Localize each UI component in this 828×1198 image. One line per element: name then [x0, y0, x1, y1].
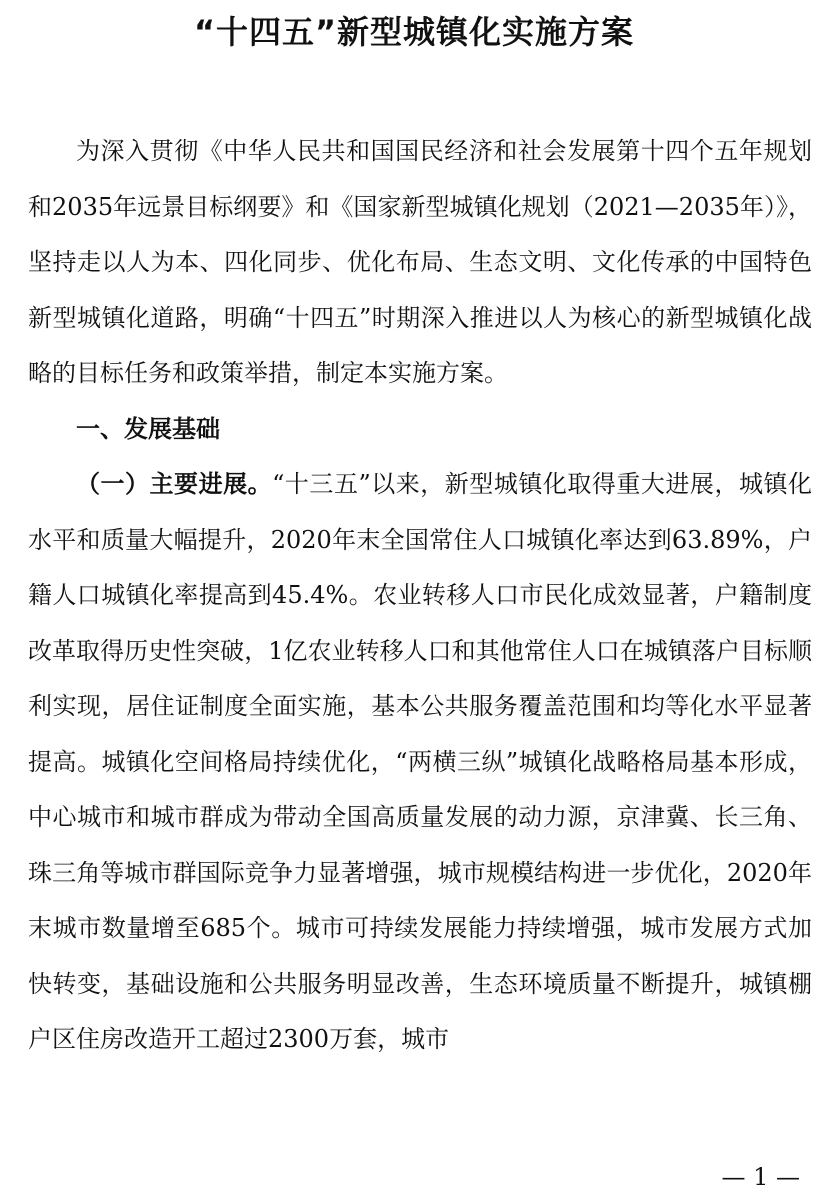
page-number: — 1 —: [721, 1163, 800, 1191]
document-title: “十四五”新型城镇化实施方案: [193, 13, 635, 51]
subsection-paragraph: [28, 457, 812, 1068]
document-body: [28, 124, 812, 1068]
intro-paragraph: 为深入贯彻《中华人民共和国国民经济和社会发展第十四个五年规划和2035年远景目标纲要》和《国家新型城镇化规划（2021—2035年）》，坚持走以人为本、四化同步、优化布局、生态文明、文化传承的中国特色新型城镇化道路，明确“十四五”时期深入推进以人为核心的新型城镇化战略的目标任务和政策举措，制定本实施方案。: [28, 137, 812, 387]
subsection-text: “十三五”以来，新型城镇化取得重大进展，城镇化水平和质量大幅提升，2020年末全国常住人口城镇化率达到63.89%，户籍人口城镇化率提高到45.4%。农业转移人口市民化成效显著，户籍制度改革取得历史性突破，1亿农业转移人口和其他常住人口在城镇落户目标顺利实现，居住证制度全面实施，基本公共服务覆盖范围和均等化水平显著提高。城镇化空间格局持续优化，“两横三纵”城镇化战略格局基本形成，中心城市和城市群成为带动全国高质量发展的动力源，京津冀、长三角、珠三角等城市群国际竞争力显著增强，城市规模结构进一步优化，2020年末城市数量增至685个。城市可持续发展能力持续增强，城市发展方式加快转变，基础设施和公共服务明显改善，生态环境质量不断提升，城镇棚户区住房改造开工超过2300万套，城市: [28, 470, 812, 1053]
subsection-heading: （一）主要进展。: [76, 470, 273, 498]
section-heading: 一、发展基础: [76, 414, 220, 443]
